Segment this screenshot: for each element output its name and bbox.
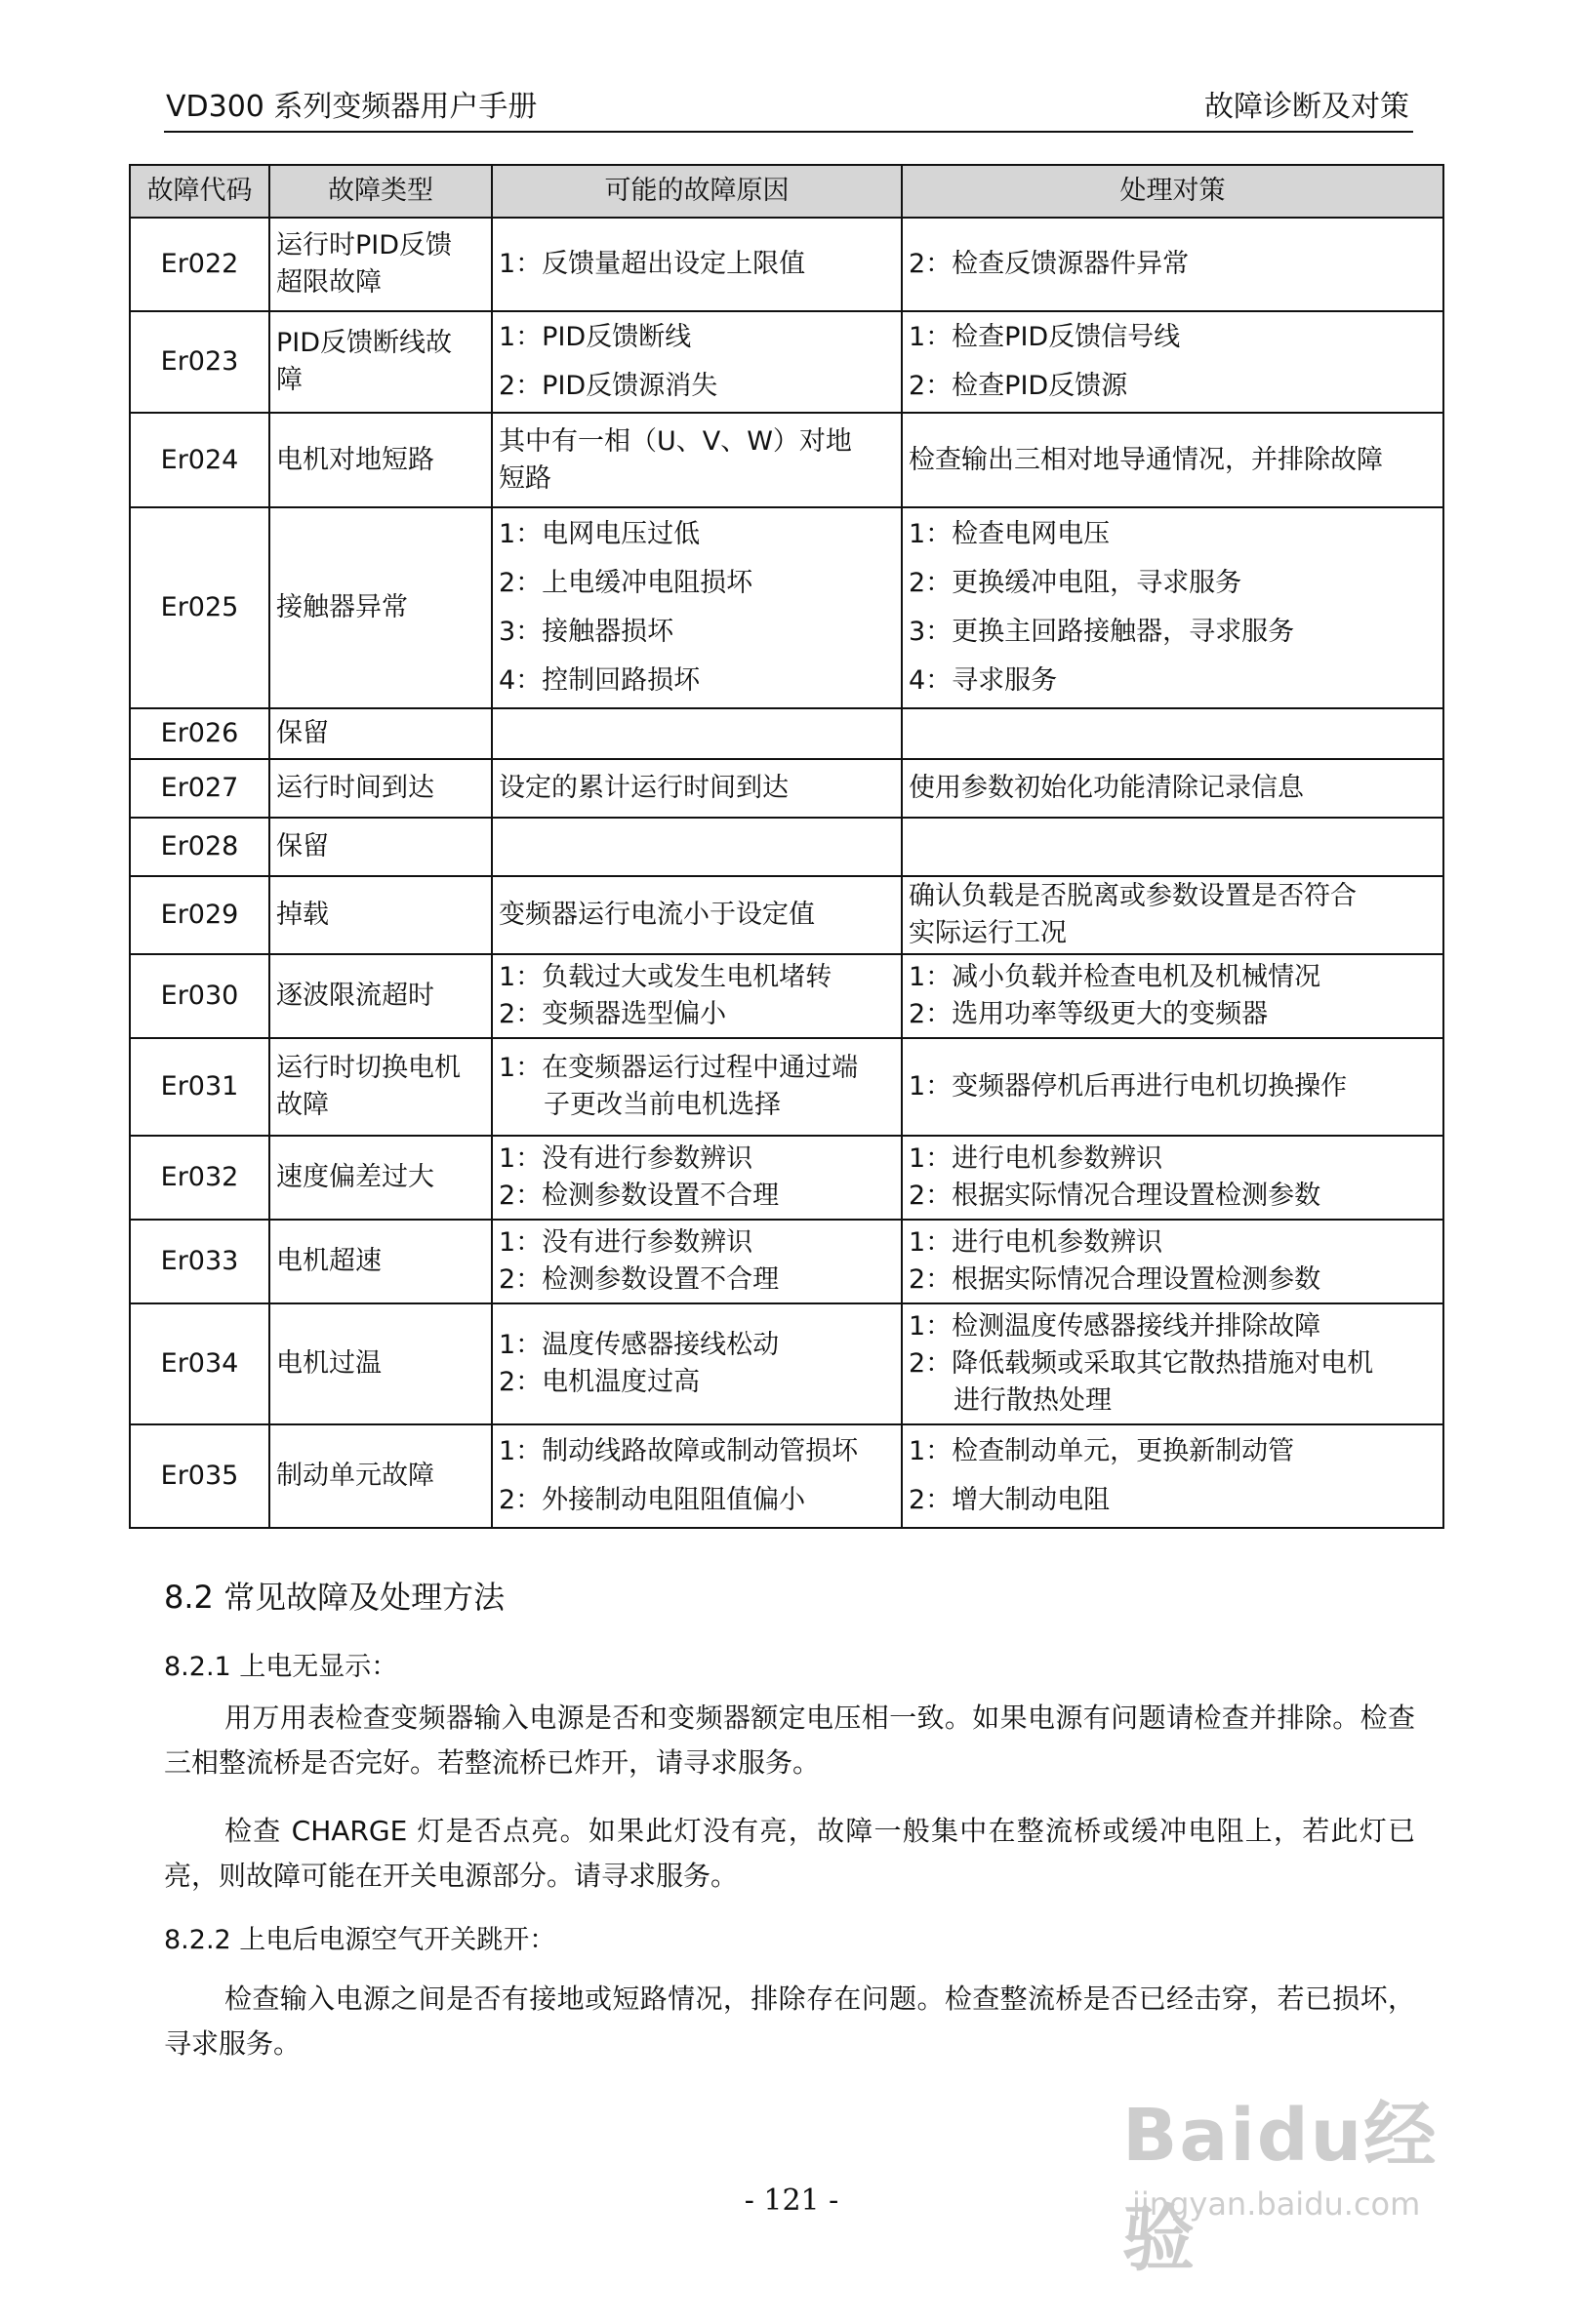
fault-code: Er029 bbox=[130, 876, 269, 954]
table-row bbox=[130, 708, 1443, 759]
fault-solutions-cell bbox=[902, 876, 1443, 954]
fault-causes-line: 2：上电缓冲电阻损坏 bbox=[499, 568, 753, 599]
paragraph-check-charge: 检查 CHARGE 灯是否点亮。如果此灯没有亮，故障一般集中在整流桥或缓冲电阻上，若此灯已亮，则故障可能在开关电源部分。请寻求服务。 bbox=[164, 1815, 1415, 1892]
paragraph-check-ground: 检查输入电源之间是否有接地或短路情况，排除存在问题。检查整流桥是否已经击穿，若已损坏，寻求服务。 bbox=[164, 1983, 1415, 2060]
fault-code: Er023 bbox=[130, 311, 269, 413]
fault-causes-cell bbox=[492, 759, 902, 818]
fault-solutions-line: 1：检查PID反馈信号线 bbox=[909, 322, 1181, 353]
fault-causes-cell bbox=[492, 708, 902, 759]
table-row bbox=[130, 507, 1443, 708]
subsection-title-no-display: 8.2.1 上电无显示： bbox=[164, 1652, 398, 1682]
fault-code: Er033 bbox=[130, 1220, 269, 1303]
table-row bbox=[130, 759, 1443, 818]
fault-causes-line: 1：PID反馈断线 bbox=[499, 322, 692, 353]
fault-type-cell bbox=[269, 876, 492, 954]
fault-type-line: PID反馈断线故 bbox=[276, 328, 453, 359]
fault-solutions-cell bbox=[902, 413, 1443, 507]
fault-causes-cell bbox=[492, 1424, 902, 1528]
manual-title: VD300 系列变频器用户手册 bbox=[166, 90, 538, 124]
fault-type-cell bbox=[269, 218, 492, 311]
fault-code: Er032 bbox=[130, 1136, 269, 1220]
fault-causes-cell bbox=[492, 954, 902, 1038]
subsection-title-breaker-trip: 8.2.2 上电后电源空气开关跳开： bbox=[164, 1925, 556, 1955]
fault-type-line: 保留 bbox=[276, 718, 329, 749]
fault-type-line: 掉载 bbox=[276, 900, 329, 931]
fault-type-line: 电机对地短路 bbox=[276, 444, 434, 475]
table-row bbox=[130, 1424, 1443, 1528]
fault-causes-line: 1：在变频器运行过程中通过端 bbox=[499, 1053, 859, 1084]
fault-solutions-cell bbox=[902, 507, 1443, 708]
fault-solutions-line: 实际运行工况 bbox=[909, 918, 1067, 948]
fault-causes-cell bbox=[492, 507, 902, 708]
table-row bbox=[130, 818, 1443, 876]
page-header bbox=[164, 90, 1413, 133]
fault-causes-line: 1：负载过大或发生电机堵转 bbox=[499, 962, 832, 993]
fault-causes-cell bbox=[492, 818, 902, 876]
fault-code: Er034 bbox=[130, 1303, 269, 1424]
fault-code: Er031 bbox=[130, 1038, 269, 1136]
fault-solutions-cell bbox=[902, 1220, 1443, 1303]
fault-solutions-cell bbox=[902, 954, 1443, 1038]
table-row bbox=[130, 311, 1443, 413]
fault-causes-cell bbox=[492, 1136, 902, 1220]
fault-solutions-cell bbox=[902, 759, 1443, 818]
fault-causes-line: 其中有一相（U、V、W）对地 bbox=[499, 425, 852, 457]
fault-type-cell bbox=[269, 311, 492, 413]
watermark-logo: Baidu经验 bbox=[1122, 2094, 1439, 2281]
chapter-title: 故障诊断及对策 bbox=[1204, 90, 1409, 124]
fault-solutions-line: 检查输出三相对地导通情况，并排除故障 bbox=[909, 444, 1383, 475]
fault-solutions-line: 1：检查电网电压 bbox=[909, 519, 1111, 550]
fault-solutions-line: 1：检测温度传感器接线并排除故障 bbox=[909, 1311, 1321, 1342]
fault-solutions-cell bbox=[902, 1424, 1443, 1528]
fault-causes-cell bbox=[492, 1303, 902, 1424]
fault-solutions-line: 1：减小负载并检查电机及机械情况 bbox=[909, 962, 1321, 993]
watermark-url: jingyan.baidu.com bbox=[1132, 2185, 1421, 2223]
header-cause: 可能的故障原因 bbox=[492, 165, 902, 218]
fault-code: Er028 bbox=[130, 818, 269, 876]
fault-solutions-line: 2：更换缓冲电阻，寻求服务 bbox=[909, 568, 1242, 599]
fault-solutions-line: 1：变频器停机后再进行电机切换操作 bbox=[909, 1071, 1348, 1102]
fault-type-line: 运行时PID反馈 bbox=[276, 230, 453, 261]
fault-causes-line: 3：接触器损坏 bbox=[499, 617, 674, 647]
fault-code: Er027 bbox=[130, 759, 269, 818]
fault-type-cell bbox=[269, 759, 492, 818]
fault-type-line: 运行时间到达 bbox=[276, 773, 434, 804]
fault-causes-line: 2：外接制动电阻阻值偏小 bbox=[499, 1485, 806, 1515]
fault-type-cell bbox=[269, 1220, 492, 1303]
fault-type-line: 障 bbox=[276, 365, 303, 395]
fault-causes-line: 2：检测参数设置不合理 bbox=[499, 1181, 780, 1211]
fault-causes-line: 2：电机温度过高 bbox=[499, 1367, 701, 1397]
fault-solutions-cell bbox=[902, 311, 1443, 413]
fault-causes-line: 2：变频器选型偏小 bbox=[499, 999, 727, 1029]
header-solution: 处理对策 bbox=[902, 165, 1443, 218]
fault-type-cell bbox=[269, 1038, 492, 1136]
fault-type-line: 故障 bbox=[276, 1090, 329, 1120]
table-row bbox=[130, 876, 1443, 954]
fault-code-table bbox=[129, 164, 1444, 1529]
watermark bbox=[1103, 2059, 1493, 2281]
fault-type-cell bbox=[269, 954, 492, 1038]
fault-code: Er025 bbox=[130, 507, 269, 708]
fault-causes-line: 子更改当前电机选择 bbox=[544, 1090, 781, 1120]
header-code: 故障代码 bbox=[130, 165, 269, 218]
fault-causes-cell bbox=[492, 1038, 902, 1136]
page-number: - 121 - bbox=[744, 2184, 839, 2218]
fault-code: Er035 bbox=[130, 1424, 269, 1528]
fault-solutions-cell bbox=[902, 1136, 1443, 1220]
fault-causes-line: 变频器运行电流小于设定值 bbox=[499, 900, 815, 931]
table-row bbox=[130, 218, 1443, 311]
fault-solutions-cell bbox=[902, 218, 1443, 311]
fault-type-line: 运行时切换电机 bbox=[276, 1053, 461, 1084]
fault-solutions-line: 使用参数初始化功能清除记录信息 bbox=[909, 773, 1304, 804]
fault-solutions-line: 3：更换主回路接触器，寻求服务 bbox=[909, 617, 1295, 647]
fault-causes-line: 1：温度传感器接线松动 bbox=[499, 1330, 780, 1361]
fault-causes-cell bbox=[492, 876, 902, 954]
table-row bbox=[130, 1136, 1443, 1220]
fault-type-cell bbox=[269, 1424, 492, 1528]
fault-causes-line: 1：反馈量超出设定上限值 bbox=[499, 249, 806, 280]
fault-causes-line: 2：PID反馈源消失 bbox=[499, 371, 718, 401]
fault-type-line: 超限故障 bbox=[276, 267, 382, 298]
fault-causes-line: 1：电网电压过低 bbox=[499, 519, 701, 550]
table-row bbox=[130, 1038, 1443, 1136]
fault-solutions-line: 2：选用功率等级更大的变频器 bbox=[909, 999, 1269, 1029]
paragraph-check-input: 用万用表检查变频器输入电源是否和变频器额定电压相一致。如果电源有问题请检查并排除。检查三相整流桥是否完好。若整流桥已炸开，请寻求服务。 bbox=[164, 1702, 1415, 1779]
table-row bbox=[130, 1303, 1443, 1424]
fault-solutions-line: 4：寻求服务 bbox=[909, 664, 1058, 696]
fault-solutions-line: 2：降低载频或采取其它散热措施对电机 bbox=[909, 1348, 1374, 1380]
fault-solutions-cell bbox=[902, 818, 1443, 876]
fault-solutions-line: 2：检查反馈源器件异常 bbox=[909, 249, 1190, 280]
table-row bbox=[130, 413, 1443, 507]
fault-solutions-line: 1：进行电机参数辨识 bbox=[909, 1227, 1163, 1259]
fault-causes-line: 1：没有进行参数辨识 bbox=[499, 1143, 753, 1175]
fault-type-cell bbox=[269, 1303, 492, 1424]
fault-solutions-line: 1：进行电机参数辨识 bbox=[909, 1143, 1163, 1175]
fault-solutions-line: 1：检查制动单元，更换新制动管 bbox=[909, 1436, 1295, 1467]
fault-causes-line: 1：制动线路故障或制动管损坏 bbox=[499, 1436, 859, 1467]
fault-causes-line: 设定的累计运行时间到达 bbox=[499, 773, 789, 804]
fault-type-cell bbox=[269, 413, 492, 507]
fault-solutions-line: 2：根据实际情况合理设置检测参数 bbox=[909, 1181, 1321, 1211]
fault-solutions-line: 确认负载是否脱离或参数设置是否符合 bbox=[909, 881, 1357, 912]
table-header-row bbox=[130, 165, 1443, 218]
fault-type-cell bbox=[269, 818, 492, 876]
fault-type-line: 电机超速 bbox=[276, 1246, 382, 1277]
fault-solutions-line: 进行散热处理 bbox=[954, 1384, 1112, 1416]
fault-code: Er026 bbox=[130, 708, 269, 759]
fault-type-cell bbox=[269, 708, 492, 759]
fault-type-cell bbox=[269, 1136, 492, 1220]
fault-type-line: 速度偏差过大 bbox=[276, 1162, 434, 1193]
header-type: 故障类型 bbox=[269, 165, 492, 218]
fault-type-line: 电机过温 bbox=[276, 1348, 382, 1380]
fault-causes-cell bbox=[492, 218, 902, 311]
fault-causes-cell bbox=[492, 413, 902, 507]
section-title: 8.2 常见故障及处理方法 bbox=[164, 1579, 506, 1616]
fault-solutions-line: 2：根据实际情况合理设置检测参数 bbox=[909, 1264, 1321, 1295]
fault-causes-line: 1：没有进行参数辨识 bbox=[499, 1227, 753, 1259]
table-row bbox=[130, 1220, 1443, 1303]
fault-causes-line: 4：控制回路损坏 bbox=[499, 664, 701, 696]
fault-causes-line: 短路 bbox=[499, 462, 551, 494]
fault-causes-cell bbox=[492, 1220, 902, 1303]
fault-type-line: 保留 bbox=[276, 831, 329, 862]
fault-code: Er022 bbox=[130, 218, 269, 311]
fault-type-line: 逐波限流超时 bbox=[276, 981, 434, 1012]
fault-code: Er024 bbox=[130, 413, 269, 507]
table-row bbox=[130, 954, 1443, 1038]
fault-causes-line: 2：检测参数设置不合理 bbox=[499, 1264, 780, 1295]
fault-solutions-line: 2：增大制动电阻 bbox=[909, 1485, 1111, 1515]
fault-solutions-cell bbox=[902, 708, 1443, 759]
fault-type-line: 接触器异常 bbox=[276, 592, 408, 623]
fault-type-line: 制动单元故障 bbox=[276, 1461, 434, 1492]
fault-solutions-cell bbox=[902, 1038, 1443, 1136]
fault-solutions-cell bbox=[902, 1303, 1443, 1424]
fault-causes-cell bbox=[492, 311, 902, 413]
fault-solutions-line: 2：检查PID反馈源 bbox=[909, 371, 1128, 401]
fault-code: Er030 bbox=[130, 954, 269, 1038]
fault-type-cell bbox=[269, 507, 492, 708]
